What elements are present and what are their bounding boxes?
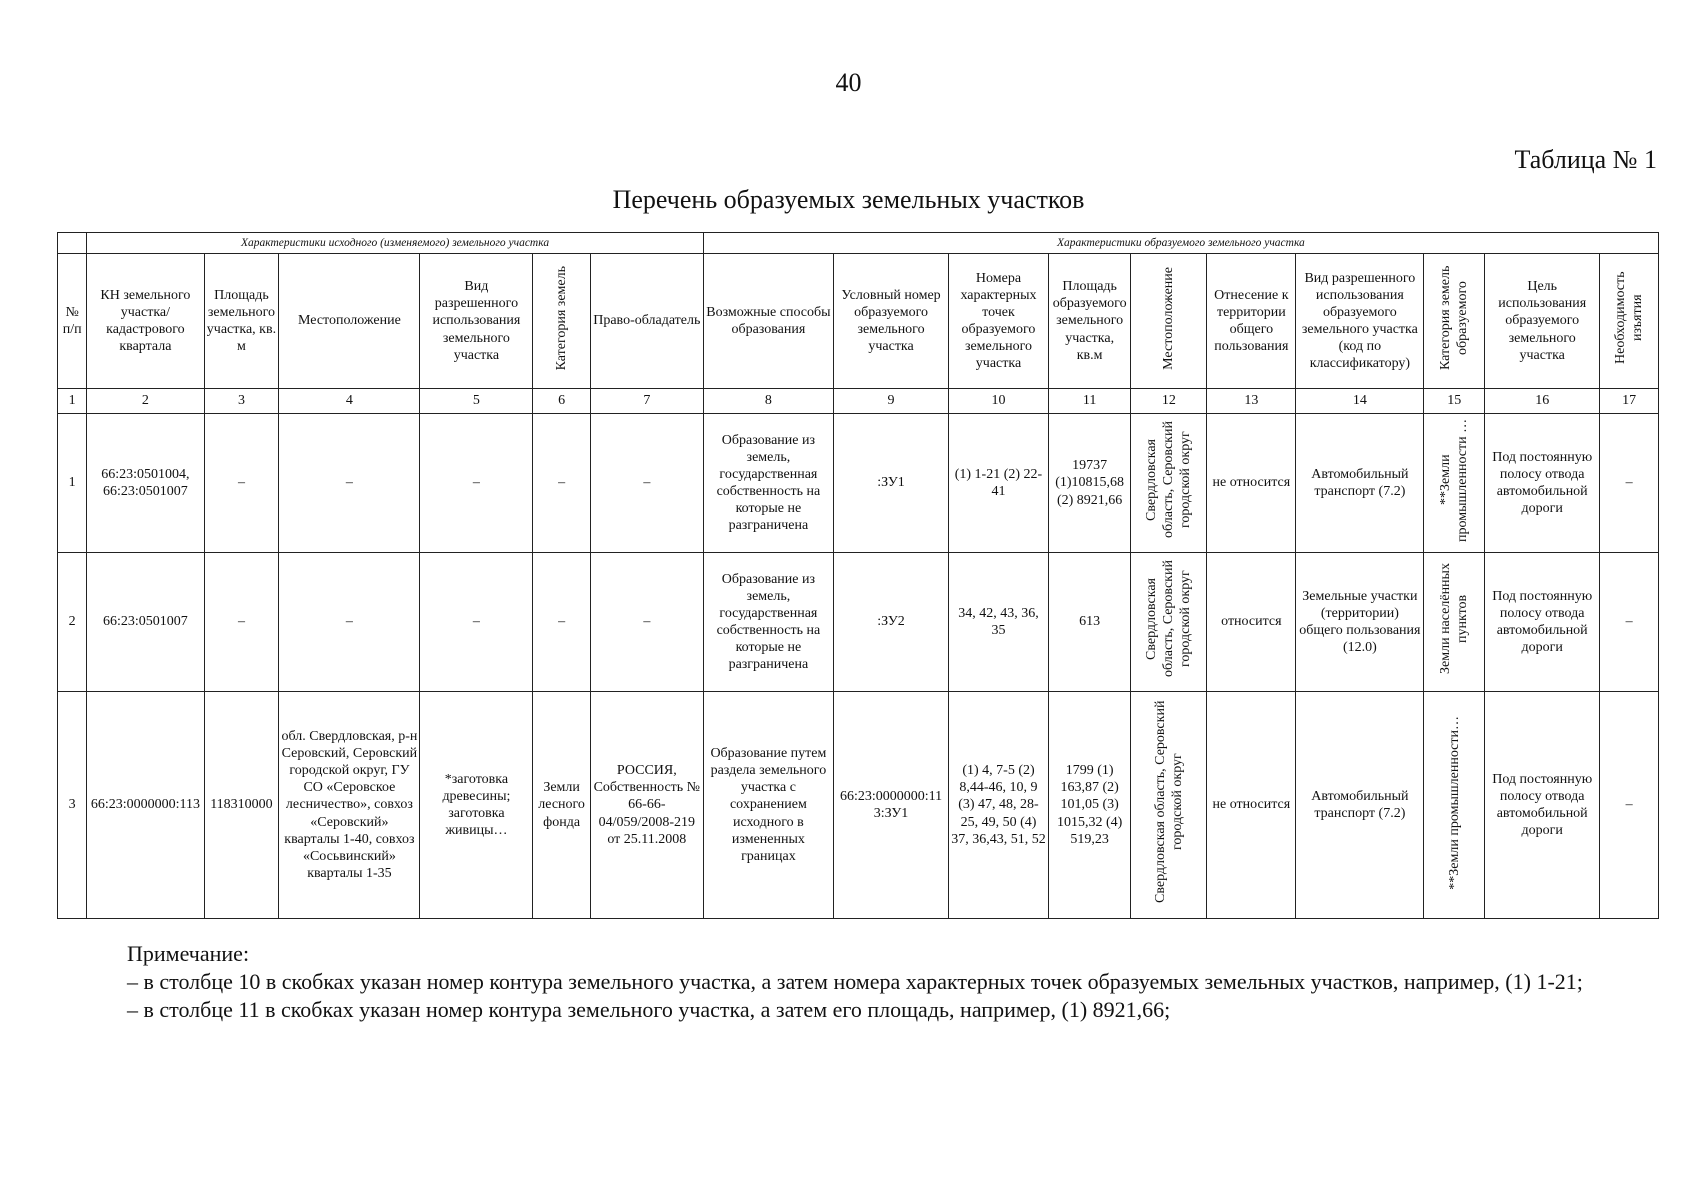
col-header-seizure-text: Необходимость изъятия <box>1613 272 1646 365</box>
col-header-area: Площадь земельного участка, кв. м <box>204 254 279 389</box>
col-header-new-permitted-use: Вид разрешенного использования образуемого земельного участка (код по классификатору) <box>1296 254 1424 389</box>
column-number: 8 <box>703 389 833 414</box>
cell-permitted-use: – <box>420 553 533 692</box>
cell-public-use: не относится <box>1207 414 1296 553</box>
cell-land-category: – <box>533 553 591 692</box>
col-header-point-numbers: Номера характерных точек образуемого земельного участка <box>949 254 1049 389</box>
column-number-row <box>58 389 1659 414</box>
cell-number: 1 <box>58 414 87 553</box>
col-header-new-area: Площадь образуемого земельного участка, кв.м <box>1048 254 1130 389</box>
cell-new-location-text: Свердловская область, Серовский городской округ <box>1144 560 1194 678</box>
cell-seizure: – <box>1600 692 1659 919</box>
cell-new-location-text: Свердловская область, Серовский городской округ <box>1144 421 1194 539</box>
land-plots-table <box>57 232 1659 919</box>
cell-seizure: – <box>1600 414 1659 553</box>
column-number: 11 <box>1048 389 1130 414</box>
note-item: – в столбце 10 в скобках указан номер контура земельного участка, а затем номера характерных точек образуемых земельных участков, например, (1) 1-21; <box>127 969 1583 995</box>
column-number: 12 <box>1131 389 1207 414</box>
cell-area: – <box>204 553 279 692</box>
cell-formation-method: Образование из земель, государственная собственность на которые не разграничена <box>703 553 833 692</box>
column-number: 7 <box>590 389 703 414</box>
col-header-owner: Право-обладатель <box>590 254 703 389</box>
cell-point-numbers: (1) 4, 7-5 (2) 8,44-46, 10, 9 (3) 47, 48, 28-25, 49, 50 (4) 37, 36,43, 51, 52 <box>949 692 1049 919</box>
column-number: 15 <box>1424 389 1485 414</box>
cell-owner: – <box>590 414 703 553</box>
cell-location: обл. Свердловская, р-н Серовский, Серовский городской округ, ГУ СО «Серовское лесничество», совхоз «Серовский» кварталы 1-40, совхоз «Сосьвинский» кварталы 1-35 <box>279 692 420 919</box>
cell-new-category-text: **Земли промышленности … <box>1438 418 1471 543</box>
col-header-new-category-text: Категория земель образуемого <box>1438 266 1471 371</box>
cell-cadastral-number: 66:23:0501007 <box>87 553 204 692</box>
table-label: Таблица № 1 <box>1514 145 1657 174</box>
cell-permitted-use: *заготовка древесины; заготовка живицы… <box>420 692 533 919</box>
table-row <box>58 553 1659 692</box>
column-number: 1 <box>58 389 87 414</box>
cell-formation-method: Образование путем раздела земельного участка с сохранением исходного в измененных границах <box>703 692 833 919</box>
cell-location: – <box>279 414 420 553</box>
cell-purpose: Под постоянную полосу отвода автомобильной дороги <box>1485 692 1600 919</box>
col-header-land-category <box>533 254 591 389</box>
cell-purpose: Под постоянную полосу отвода автомобильной дороги <box>1485 553 1600 692</box>
col-header-new-location <box>1131 254 1207 389</box>
cell-new-category <box>1424 414 1485 553</box>
cell-new-area: 613 <box>1048 553 1130 692</box>
cell-new-location <box>1131 414 1207 553</box>
cell-new-permitted-use: Земельные участки (территории) общего пользования (12.0) <box>1296 553 1424 692</box>
col-header-formation-method: Возможные способы образования <box>703 254 833 389</box>
cell-seizure: – <box>1600 553 1659 692</box>
cell-area: – <box>204 414 279 553</box>
cell-land-category: – <box>533 414 591 553</box>
col-header-cadastral-number: КН земельного участка/ кадастрового квартала <box>87 254 204 389</box>
column-number: 4 <box>279 389 420 414</box>
column-number: 2 <box>87 389 204 414</box>
column-number: 16 <box>1485 389 1600 414</box>
column-number: 17 <box>1600 389 1659 414</box>
col-header-seizure <box>1600 254 1659 389</box>
cell-location: – <box>279 553 420 692</box>
source-characteristics-header: Характеристики исходного (изменяемого) земельного участка <box>87 233 703 254</box>
column-number: 14 <box>1296 389 1424 414</box>
cell-formation-method: Образование из земель, государственная собственность на которые не разграничена <box>703 414 833 553</box>
cell-public-use: не относится <box>1207 692 1296 919</box>
column-header-row <box>58 254 1659 389</box>
cell-new-category-text: Земли населённых пунктов <box>1438 563 1471 675</box>
cell-conditional-number: :ЗУ2 <box>834 553 949 692</box>
cell-area: 118310000 <box>204 692 279 919</box>
cell-land-category: Земли лесного фонда <box>533 692 591 919</box>
cell-number: 3 <box>58 692 87 919</box>
column-number: 5 <box>420 389 533 414</box>
cell-conditional-number: :ЗУ1 <box>834 414 949 553</box>
target-characteristics-header: Характеристики образуемого земельного участка <box>703 233 1658 254</box>
cell-conditional-number: 66:23:0000000:113:ЗУ1 <box>834 692 949 919</box>
cell-purpose: Под постоянную полосу отвода автомобильной дороги <box>1485 414 1600 553</box>
cell-number: 2 <box>58 553 87 692</box>
cell-new-permitted-use: Автомобильный транспорт (7.2) <box>1296 692 1424 919</box>
blank-corner-cell <box>58 233 87 254</box>
column-number: 13 <box>1207 389 1296 414</box>
cell-owner: РОССИЯ, Собственность № 66-66-04/059/2008-219 от 25.11.2008 <box>590 692 703 919</box>
column-number: 10 <box>949 389 1049 414</box>
col-header-number: № п/п <box>58 254 87 389</box>
document-title: Перечень образуемых земельных участков <box>612 185 1085 214</box>
table-row <box>58 692 1659 919</box>
group-header-row <box>58 233 1659 254</box>
col-header-land-category-text: Категория земель <box>554 266 570 371</box>
cell-public-use: относится <box>1207 553 1296 692</box>
notes-title: Примечание: <box>127 941 250 966</box>
cell-new-permitted-use: Автомобильный транспорт (7.2) <box>1296 414 1424 553</box>
col-header-conditional-number: Условный номер образуемого земельного участка <box>834 254 949 389</box>
col-header-purpose: Цель использования образуемого земельного участка <box>1485 254 1600 389</box>
col-header-public-use: Отнесение к территории общего пользования <box>1207 254 1296 389</box>
table-row <box>58 414 1659 553</box>
column-number: 9 <box>834 389 949 414</box>
cell-new-category-text: **Земли промышленности… <box>1446 715 1462 890</box>
cell-point-numbers: (1) 1-21 (2) 22-41 <box>949 414 1049 553</box>
notes-section <box>57 940 1659 1024</box>
cell-owner: – <box>590 553 703 692</box>
cell-new-category <box>1424 553 1485 692</box>
page-number: 40 <box>835 68 862 97</box>
cell-permitted-use: – <box>420 414 533 553</box>
cell-cadastral-number: 66:23:0501004, 66:23:0501007 <box>87 414 204 553</box>
col-header-location: Местоположение <box>279 254 420 389</box>
cell-point-numbers: 34, 42, 43, 36, 35 <box>949 553 1049 692</box>
col-header-new-category <box>1424 254 1485 389</box>
cell-new-area: 19737 (1)10815,68 (2) 8921,66 <box>1048 414 1130 553</box>
col-header-permitted-use: Вид разрешенного использования земельного участка <box>420 254 533 389</box>
cell-cadastral-number: 66:23:0000000:113 <box>87 692 204 919</box>
cell-new-location-text: Свердловская область, Серовский городской округ <box>1152 701 1185 904</box>
cell-new-location <box>1131 553 1207 692</box>
cell-new-location <box>1131 692 1207 919</box>
cell-new-area: 1799 (1) 163,87 (2) 101,05 (3) 1015,32 (4) 519,23 <box>1048 692 1130 919</box>
column-number: 3 <box>204 389 279 414</box>
cell-new-category <box>1424 692 1485 919</box>
column-number: 6 <box>533 389 591 414</box>
col-header-new-location-text: Местоположение <box>1161 267 1177 370</box>
note-item: – в столбце 11 в скобках указан номер контура земельного участка, а затем его площадь, например, (1) 8921,66; <box>127 997 1171 1023</box>
